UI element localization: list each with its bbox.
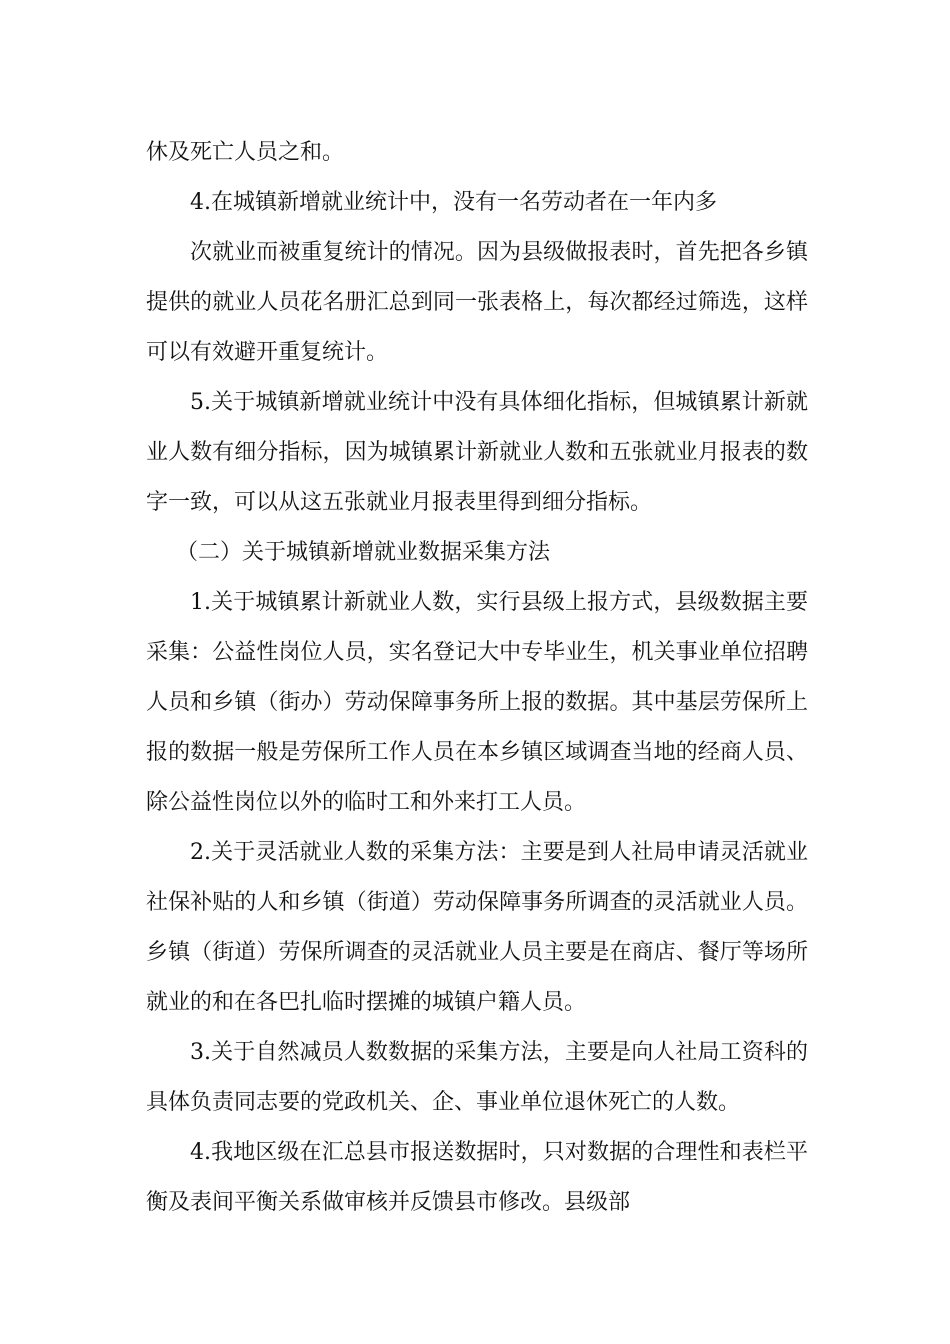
paragraph-4: 5.关于城镇新增就业统计中没有具体细化指标，但城镇累计新就业人数有细分指标，因为城镇累计新就业人数和五张就业月报表的数字一致，可以从这五张就业月报表里得到细分指标。: [146, 390, 808, 515]
paragraph-8: 4.我地区级在汇总县市报送数据时，只对数据的合理性和表栏平衡及表间平衡关系做审核并反馈县市修改。县级部: [146, 1140, 808, 1215]
paragraph-7: 3.关于自然减员人数数据的采集方法，主要是向人社局工资科的具体负责同志要的党政机关、企、事业单位退休死亡的人数。: [146, 1040, 808, 1115]
paragraph-1: 休及死亡人员之和。: [146, 140, 345, 165]
document-body: [146, 128, 808, 1228]
section-heading: （二）关于城镇新增就业数据采集方法: [176, 540, 551, 565]
paragraph-6: 2.关于灵活就业人数的采集方法：主要是到人社局申请灵活就业社保补贴的人和乡镇（街道）劳动保障事务所调查的灵活就业人员。乡镇（街道）劳保所调查的灵活就业人员主要是在商店、餐厅等场所就业的和在各巴扎临时摆摊的城镇户籍人员。: [146, 840, 808, 1015]
paragraph-2: 4.在城镇新增就业统计中，没有一名劳动者在一年内多: [190, 190, 717, 215]
paragraph-3: 次就业而被重复统计的情况。因为县级做报表时，首先把各乡镇提供的就业人员花名册汇总到同一张表格上，每次都经过筛选，这样可以有效避开重复统计。: [146, 240, 808, 365]
paragraph-5: 1.关于城镇累计新就业人数，实行县级上报方式，县级数据主要采集：公益性岗位人员，实名登记大中专毕业生，机关事业单位招聘人员和乡镇（街办）劳动保障事务所上报的数据。其中基层劳保所上报的数据一般是劳保所工作人员在本乡镇区域调查当地的经商人员、除公益性岗位以外的临时工和外来打工人员。: [146, 590, 808, 815]
